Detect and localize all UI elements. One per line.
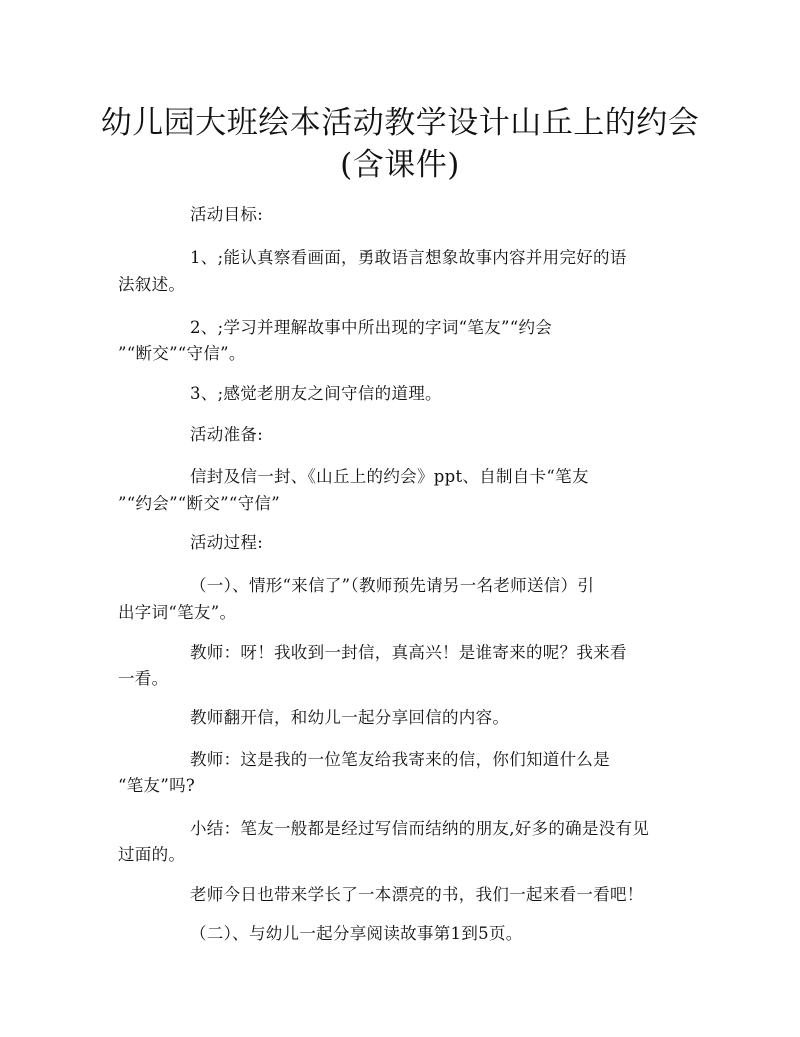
paragraph-line: ”“断交”“守信”。 <box>118 344 246 363</box>
paragraph-line: （二）、与幼儿一起分享阅读故事第1到5页。 <box>190 924 523 943</box>
paragraph-line: 出字词“笔友”。 <box>118 603 237 622</box>
paragraph-line: 老师今日也带来学长了一本漂亮的书，我们一起来看一看吧！ <box>190 885 644 904</box>
paragraph-line: 过面的。 <box>118 845 186 864</box>
paragraph-line: 3、;感觉老朋友之间守信的道理。 <box>190 384 442 403</box>
document-title-line-1: 幼儿园大班绘本活动教学设计山丘上的约会 <box>100 105 700 141</box>
paragraph-line: ”“约会”“断交”“守信” <box>118 494 280 513</box>
paragraph-line: 教师翻开信，和幼儿一起分享回信的内容。 <box>190 708 510 727</box>
paragraph-line: （一）、情形“来信了”（教师预先请另一名老师送信）引 <box>190 576 595 595</box>
section-heading-goals: 活动目标: <box>190 205 264 224</box>
paragraph-line: 法叙述。 <box>118 275 186 294</box>
paragraph-line: 教师：呀！我收到一封信，真高兴！是谁寄来的呢？我来看 <box>190 643 627 662</box>
document-title-line-2: (含课件) <box>340 147 460 183</box>
paragraph-line: 1、;能认真察看画面，勇敢语言想象故事内容并用完好的语 <box>190 248 627 267</box>
paragraph-line: “笔友”吗? <box>118 776 196 795</box>
section-heading-process: 活动过程: <box>190 533 264 552</box>
paragraph-line: 一看。 <box>118 669 169 688</box>
paragraph-line: 2、;学习并理解故事中所出现的字词“笔友”“约会 <box>190 318 553 337</box>
paragraph-line: 小结：笔友一般都是经过写信而结纳的朋友,好多的确是没有见 <box>190 819 650 838</box>
section-heading-preparation: 活动准备: <box>190 425 264 444</box>
paragraph-line: 信封及信一封、《山丘上的约会》ppt、自制自卡“笔友 <box>190 467 589 486</box>
paragraph-line: 教师：这是我的一位笔友给我寄来的信，你们知道什么是 <box>190 750 610 769</box>
